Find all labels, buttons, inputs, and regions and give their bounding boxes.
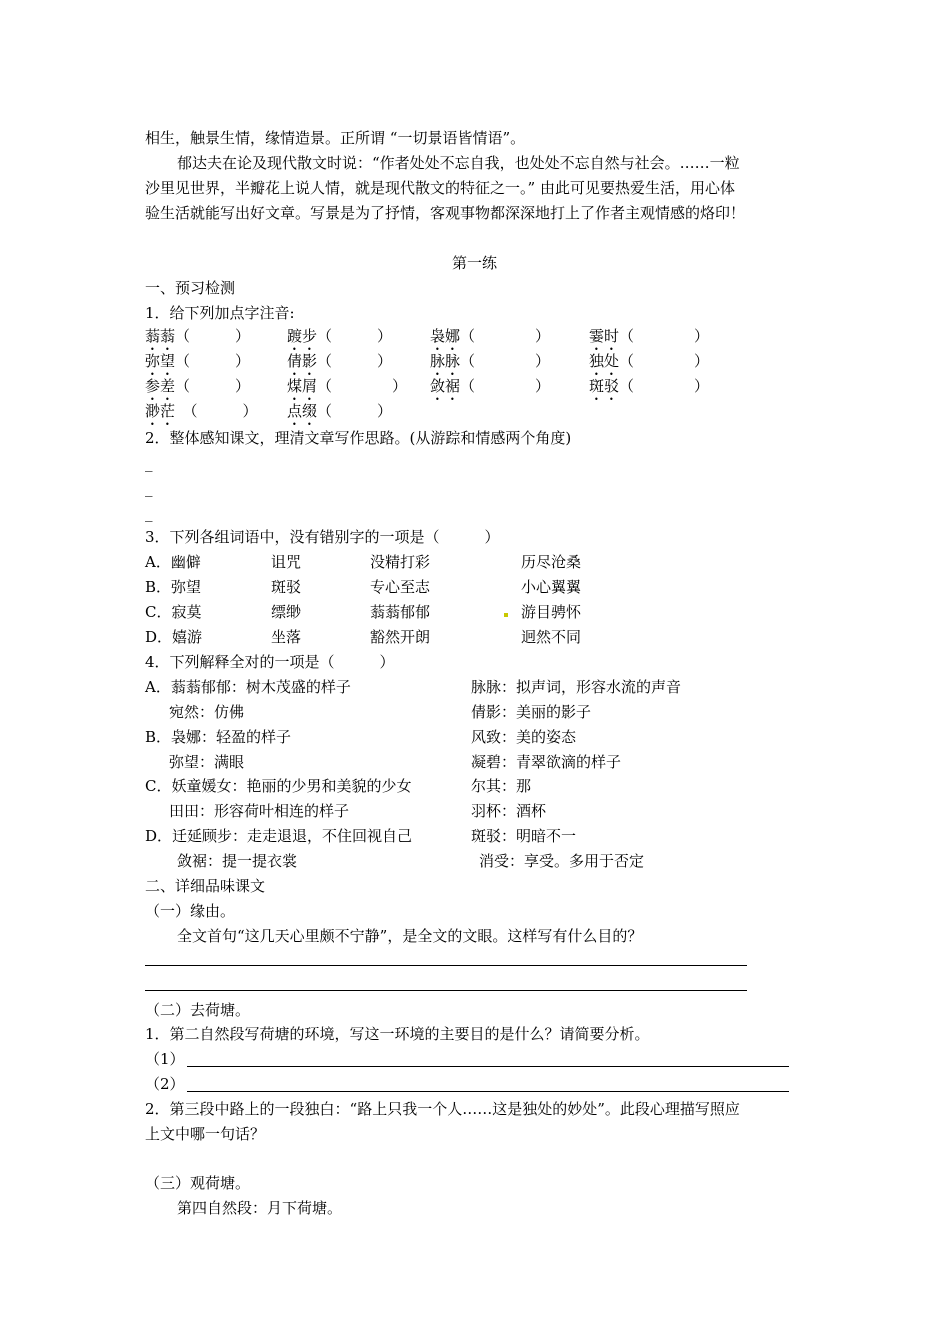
- option-definition: A．蓊蓊郁郁：树木茂盛的样子: [145, 678, 351, 696]
- option-word: D．嬉游: [145, 628, 203, 646]
- part-2-title: （二）去荷塘。: [145, 1001, 251, 1019]
- answer-line: [145, 965, 747, 966]
- answer-blank: _: [145, 479, 153, 497]
- option-word: 坐落: [271, 628, 302, 646]
- question-2: 2．整体感知课文，理清文章写作思路。(从游踪和情感两个角度): [145, 429, 572, 447]
- option-definition: 风致：美的姿态: [471, 728, 577, 746]
- option-word: 历尽沧桑: [521, 553, 582, 571]
- question-1: 1．给下列加点字注音:: [145, 304, 295, 322]
- part-1-title: （一）缘由。: [145, 902, 236, 920]
- option-definition: 斑驳：明暗不一: [471, 827, 577, 845]
- option-definition: 倩影：美丽的影子: [471, 703, 592, 721]
- pinyin-item: 煤屑（ ）: [287, 377, 408, 395]
- question-4: 4．下列解释全对的一项是（ ）: [145, 653, 395, 671]
- option-word: 豁然开朗: [370, 628, 431, 646]
- pinyin-item: 弥望（ ）: [145, 352, 251, 370]
- option-definition: 消受：享受。多用于否定: [479, 852, 645, 870]
- intro-line-2: 郁达夫在论及现代散文时说：“作者处处不忘自我，也处处不忘自然与社会。……一粒: [177, 154, 740, 172]
- part-2-question-2-cont: 上文中哪一句话？: [145, 1125, 266, 1143]
- answer-blank: _: [145, 504, 153, 522]
- option-definition: 凝碧：青翠欲滴的样子: [471, 753, 622, 771]
- option-word: 专心至志: [370, 578, 431, 596]
- intro-line-1: 相生，触景生情，缘情造景。正所谓 “一切景语皆情语”。: [145, 129, 526, 147]
- pinyin-item: 踱步（ ）: [287, 327, 393, 345]
- option-definition: 敛裾：提一提衣裳: [177, 852, 298, 870]
- pinyin-item: 敛裾（ ）: [430, 377, 551, 395]
- answer-label-1: （1）: [145, 1050, 185, 1068]
- question-3: 3．下列各组词语中，没有错别字的一项是（ ）: [145, 528, 500, 546]
- option-definition: 弥望：满眼: [169, 753, 245, 771]
- part-3-title: （三）观荷塘。: [145, 1174, 251, 1192]
- pinyin-item: 独处（ ）: [589, 352, 710, 370]
- part-3-subtitle: 第四自然段：月下荷塘。: [177, 1199, 343, 1217]
- option-word: 斑驳: [271, 578, 302, 596]
- answer-label-2: （2）: [145, 1075, 185, 1093]
- pinyin-item: 渺茫 （ ）: [145, 402, 258, 420]
- highlight-mark: [504, 613, 508, 617]
- part-1-question: 全文首句“这几天心里颇不宁静”，是全文的文眼。这样写有什么目的？: [177, 927, 643, 945]
- pinyin-item: 蓊蓊（ ）: [145, 327, 251, 345]
- option-definition: 羽杯：酒杯: [471, 802, 547, 820]
- option-definition: B．袅娜：轻盈的样子: [145, 728, 292, 746]
- pinyin-item: 袅娜（ ）: [430, 327, 551, 345]
- option-definition: 宛然：仿佛: [169, 703, 245, 721]
- section-title: 第一练: [452, 254, 498, 272]
- option-word: 诅咒: [271, 553, 302, 571]
- option-word: C．寂莫: [145, 603, 202, 621]
- part-2-question-2: 2．第三段中路上的一段独白：“路上只我一个人……这是独处的妙处”。此段心理描写照应: [145, 1100, 740, 1118]
- intro-line-3: 沙里见世界，半瓣花上说人情，就是现代散文的特征之一。” 由此可见要热爱生活，用心体: [145, 179, 735, 197]
- option-definition: D．迁延顾步：走走退退，不住回视自己: [145, 827, 413, 845]
- option-word: 蓊蓊郁郁: [370, 603, 431, 621]
- pinyin-item: 参差（ ）: [145, 377, 251, 395]
- section-1-heading: 一、预习检测: [145, 279, 236, 297]
- option-word: 迥然不同: [521, 628, 582, 646]
- answer-blank: _: [145, 454, 153, 472]
- option-word: 没精打彩: [370, 553, 431, 571]
- pinyin-item: 倩影（ ）: [287, 352, 393, 370]
- pinyin-item: 霎时（ ）: [589, 327, 710, 345]
- option-word: B．弥望: [145, 578, 202, 596]
- option-definition: C．妖童媛女：艳丽的少男和美貌的少女: [145, 777, 412, 795]
- option-definition: 脉脉：拟声词，形容水流的声音: [471, 678, 682, 696]
- option-word: A．幽僻: [145, 553, 201, 571]
- option-definition: 田田：形容荷叶相连的样子: [169, 802, 350, 820]
- pinyin-item: 脉脉（ ）: [430, 352, 551, 370]
- option-definition: 尔其：那: [471, 777, 532, 795]
- pinyin-item: 斑驳（ ）: [589, 377, 710, 395]
- option-word: 游目骋怀: [521, 603, 582, 621]
- intro-line-4: 验生活就能写出好文章。写景是为了抒情，客观事物都深深地打上了作者主观情感的烙印！: [145, 204, 746, 222]
- option-word: 缥缈: [271, 603, 302, 621]
- answer-line: [187, 1091, 789, 1092]
- pinyin-item: 点缀（ ）: [287, 402, 393, 420]
- section-2-heading: 二、详细品味课文: [145, 877, 266, 895]
- answer-line: [187, 1066, 789, 1067]
- answer-line: [145, 990, 747, 991]
- option-word: 小心翼翼: [521, 578, 582, 596]
- part-2-question-1: 1．第二自然段写荷塘的环境，写这一环境的主要目的是什么？请简要分析。: [145, 1025, 650, 1043]
